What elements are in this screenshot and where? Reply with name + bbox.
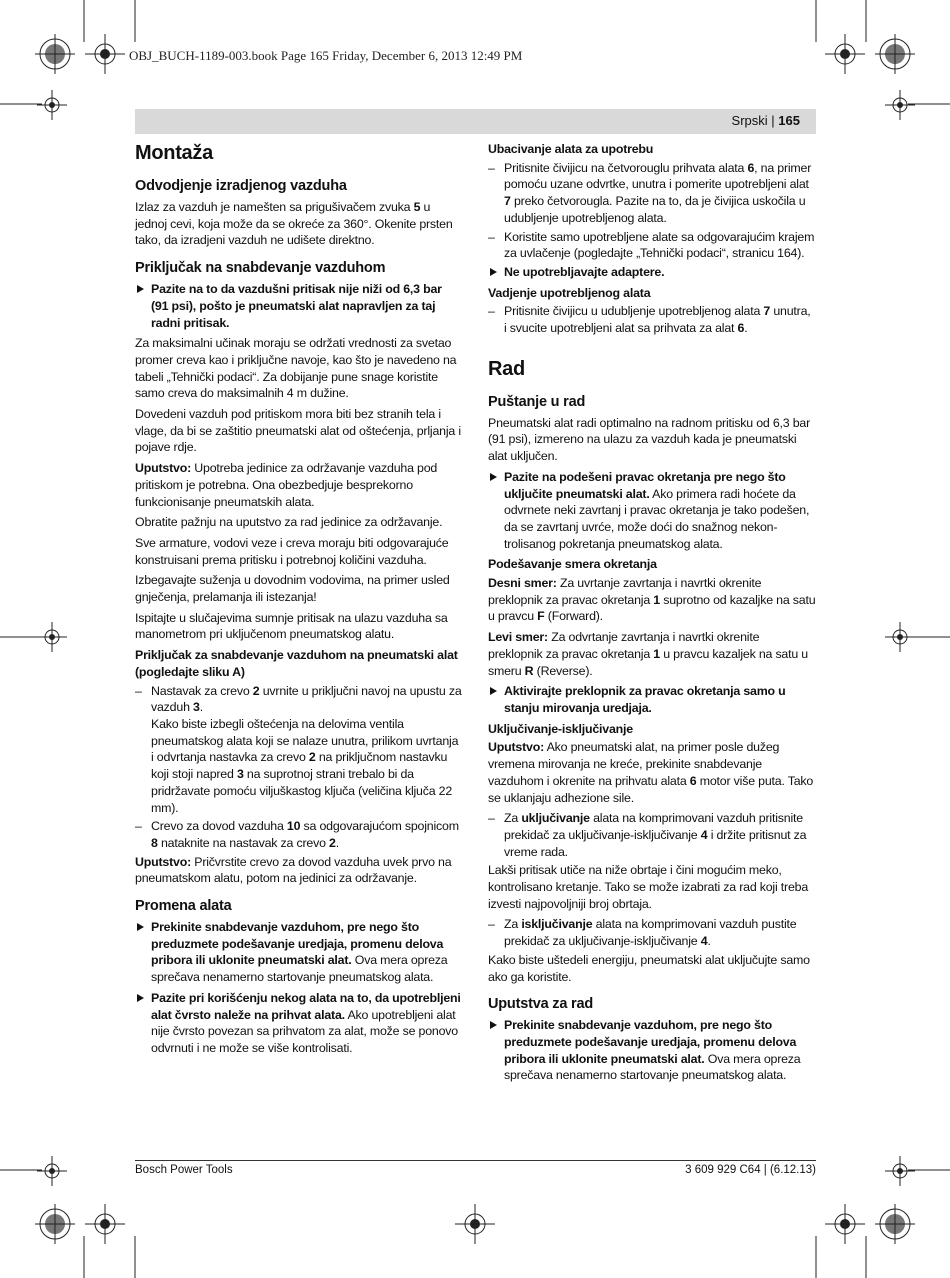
warning-item: Prekinite snabdevanje vazduhom, pre nego što preduzmete podešavanje uredjaja, promenu delova pribora ili uklonite pneumatski alat. Ova mera opreza sprečava nenamerno startovanje pneumatskog alata.: [488, 1017, 816, 1084]
paragraph: Uputstvo: Upotreba jedinice za održavanje vazduha pod pritiskom je potrebna. Ona obezbedjuje besprekorno funkcionisanje pneumatskih alata.: [135, 461, 438, 509]
registration-target-icon: [35, 1204, 75, 1244]
warning-item: Pazite na podešeni pravac okretanja pre nego što uključite pneumatski alat. Ako primera radi hoćete da odvrnete neki zavrtanj i pravac okretanja je tako podešen, da se zavrtanj uvrće, može doći do snažnog nekon-trolisanog pokretanja pneumatskog alata.: [488, 469, 816, 553]
warning-item: Pazite na to da vazdušni pritisak nije niži od 6,3 bar (91 psi), pošto je pneumatski alat napravljen za taj radni pritisak.: [135, 281, 462, 331]
paragraph: Ispitajte u slučajevima sumnje pritisak na ulazu vazduha sa manometrom pri uključenom pneumatskog alatu.: [135, 610, 448, 642]
registration-target-icon: [825, 34, 865, 74]
registration-target-icon: [885, 622, 915, 652]
registration-target-icon: [885, 90, 915, 120]
paragraph: Pneumatski alat radi optimalno na radnom pritisku od 6,3 bar (91 psi), izmereno na ulazu za vazduh kada je pneumatski alat uključen.: [488, 415, 811, 464]
registration-target-icon: [875, 1204, 915, 1244]
warning-triangle-icon: [137, 285, 144, 293]
list-item: – Pritisnite čivijicu na četvorouglu prihvata alata 6, na primer pomoću uzane odvrtke, unutra i pomerite upotrebljeni alat 7 preko četvorougla. Pazite na to, da je čivijica uskočila u udubljenje upotrebljenog alata.: [488, 160, 812, 225]
heading-on-off: Uključivanje-isključivanje: [488, 721, 633, 736]
page-header-band: [135, 109, 816, 134]
list-item: – Pritisnite čivijicu u udubljenje upotrebljenog alata 7 unutra, i svucite upotrebljeni alat sa prihvata za alat 6.: [488, 304, 811, 336]
footer-rule: [135, 1160, 816, 1161]
paragraph: Kako biste uštedeli energiju, pneumatski alat uključujte samo ako ga koristite.: [488, 952, 810, 984]
registration-target-icon: [37, 90, 67, 120]
paragraph: Izlaz za vazduh je namešten sa prigušivačem zvuka 5 u jednoj cevi, koja može da se okreće za 360°. Okenite prsten tako, da izradjeni vazduh ne udišete direktno.: [135, 200, 453, 248]
warning-item: Pazite pri korišćenju nekog alata na to, da upotrebljeni alat čvrsto naleže na prihvat alata. Ako upotrebljeni alat nije čvrsto povezan sa prihvatom za alat, može se ponovo odvrnuti i ne može se više kontrolisati.: [135, 990, 462, 1057]
heading-work-instructions: Uputstva za rad: [488, 996, 593, 1013]
warning-triangle-icon: [490, 473, 497, 481]
paragraph: Za maksimalni učinak moraju se održati vrednosti za svetao promer creva kao i priključne navoje, kao što je navedeno na tabeli „Tehnički podaci“. Za dobijanje pune snage koristite samo creva do maksimalnih 4 m dužine.: [135, 336, 457, 401]
list-item: – Koristite samo upotrebljene alate sa odgovarajućim krajem za uvlačenje (pogledajte „Tehnički podaci“, stranicu 164).: [488, 229, 815, 261]
registration-target-icon: [37, 1156, 67, 1186]
dash-marker: –: [488, 229, 495, 244]
registration-target-icon: [825, 1204, 865, 1244]
paragraph: Levi smer: Za odvrtanje zavrtanja i navrtki okrenite preklopnik za pravac okretanja 1 u pravcu kazaljek na satu u smeru R (Reverse).: [488, 630, 808, 678]
left-column: [135, 141, 462, 1061]
warning-triangle-icon: [137, 923, 144, 931]
paragraph: Izbegavajte suženja u dovodnim vodovima, na primer usled gnječenja, prelamanja ili istezanja!: [135, 573, 450, 605]
warning-triangle-icon: [490, 268, 497, 276]
heading-air-supply: Priključak na snabdevanje vazduhom: [135, 260, 386, 277]
footer-document-code: 3 609 929 C64 | (6.12.13): [685, 1164, 816, 1176]
warning-item: Prekinite snabdevanje vazduhom, pre nego što preduzmete podešavanje uredjaja, promenu delova pribora ili uklonite pneumatski alat. Ova mera opreza sprečava nenamerno startovanje pneumatskog alata.: [135, 919, 462, 986]
dash-marker: –: [135, 819, 142, 834]
dash-marker: –: [488, 304, 495, 319]
registration-target-icon: [885, 1156, 915, 1186]
registration-target-icon: [85, 1204, 125, 1244]
dash-marker: –: [488, 160, 495, 175]
paragraph: Desni smer: Za uvrtanje zavrtanja i navrtki okrenite preklopnik za pravac okretanja 1 suprotno od kazaljke na satu u pravcu F (Forward).: [488, 576, 816, 624]
registration-target-icon: [85, 34, 125, 74]
warning-triangle-icon: [490, 1021, 497, 1029]
header-separator: |: [771, 113, 775, 128]
paragraph: Lakši pritisak utiče na niže obrtaje i čini mogućim meko, kontrolisano kretanje. Tako se može izabrati za rad koji treba izvesti najpovoljniji broj obrtaja.: [488, 863, 809, 911]
paragraph: Uputstvo: Pričvrstite crevo za dovod vazduha uvek prvo na pneumatskom alatu, potom na jedinici za održavanje.: [135, 854, 452, 886]
heading-insert-tool: Ubacivanje alata za upotrebu: [488, 142, 654, 156]
heading-remove-tool: Vadjenje upotrebljenog alata: [488, 285, 651, 300]
paragraph: Uputstvo: Ako pneumatski alat, na primer posle dužeg vremena mirovanja ne kreće, prekinite snabdevanje vazduhom i okrenite na prihvatu alata 6 motor više puta. Tako se uklanjaju adhezione sile.: [488, 740, 814, 805]
section-title-rad: Rad: [488, 357, 525, 380]
right-column: [488, 141, 816, 1088]
list-item: – Crevo za dovod vazduha 10 sa odgovarajućom spojnicom 8 nataknite na nastavak za crevo 2.: [135, 819, 459, 850]
paragraph: Sve armature, vodovi veze i creva moraju biti odgovarajuće konstruisani prema pritisku i potrebnoj količini vazduha.: [135, 535, 449, 567]
dash-marker: –: [488, 811, 495, 826]
registration-target-icon: [37, 622, 67, 652]
registration-target-icon: [35, 34, 75, 74]
dash-marker: –: [488, 917, 495, 932]
registration-target-icon: [455, 1204, 495, 1244]
warning-item: Ne upotrebljavajte adaptere.: [488, 264, 816, 281]
dash-marker: –: [135, 683, 142, 698]
warning-item: Aktivirajte preklopnik za pravac okretanja samo u stanju mirovanja uredjaja.: [488, 683, 816, 716]
print-header: OBJ_BUCH-1189-003.book Page 165 Friday, December 6, 2013 12:49 PM: [129, 48, 523, 63]
list-item: – Nastavak za crevo 2 uvrnite u priključni navoj na upustu za vazduh 3. Kako biste izbegli oštećenja na delovima ventila pneumatskog alata koji se nalaze unutra, prilikom uvrtanja i odvrtanja nastavka za crevo 2 na priključnom nastavku koji stoji napred 3 na suprotnoj strani trebalo bi da pridržavate pomoću viljuškastog ključa (veličina ključa 22 mm).: [135, 683, 462, 815]
paragraph: Dovedeni vazduh pod pritiskom mora biti bez stranih tela i vlage, da bi se zaštitio pneumatski alat od oštećenja, prljanja i pojave rdje.: [135, 407, 461, 455]
heading-tool-change: Promena alata: [135, 898, 232, 915]
paragraph: Obratite pažnju na uputstvo za rad jedinice za održavanje.: [135, 515, 443, 530]
heading-air-connection-tool: Priključak za snabdevanje vazduhom na pneumatski alat (pogledajte sliku A): [135, 648, 458, 679]
warning-triangle-icon: [137, 994, 144, 1002]
heading-start-up: Puštanje u rad: [488, 393, 586, 410]
page-number: 165: [778, 113, 800, 128]
heading-rotation-direction: Podešavanje smera okretanja: [488, 557, 657, 572]
registration-target-icon: [875, 34, 915, 74]
heading-exhaust-air: Odvodjenje izradjenog vazduha: [135, 178, 347, 194]
warning-triangle-icon: [490, 687, 497, 695]
section-title-montaza: Montaža: [135, 142, 213, 164]
language-label: Srpski: [731, 113, 768, 128]
list-item: – Za uključivanje alata na komprimovani vazduh pritisnite prekidač za uključivanje-isključivanje 4 i držite pritisnut za vreme rada.: [488, 811, 807, 859]
page-reference: [732, 113, 800, 128]
footer-brand: Bosch Power Tools: [135, 1164, 233, 1176]
list-item: – Za isključivanje alata na komprimovani vazduh pustite prekidač za uključivanje-isključivanje 4.: [488, 917, 797, 949]
